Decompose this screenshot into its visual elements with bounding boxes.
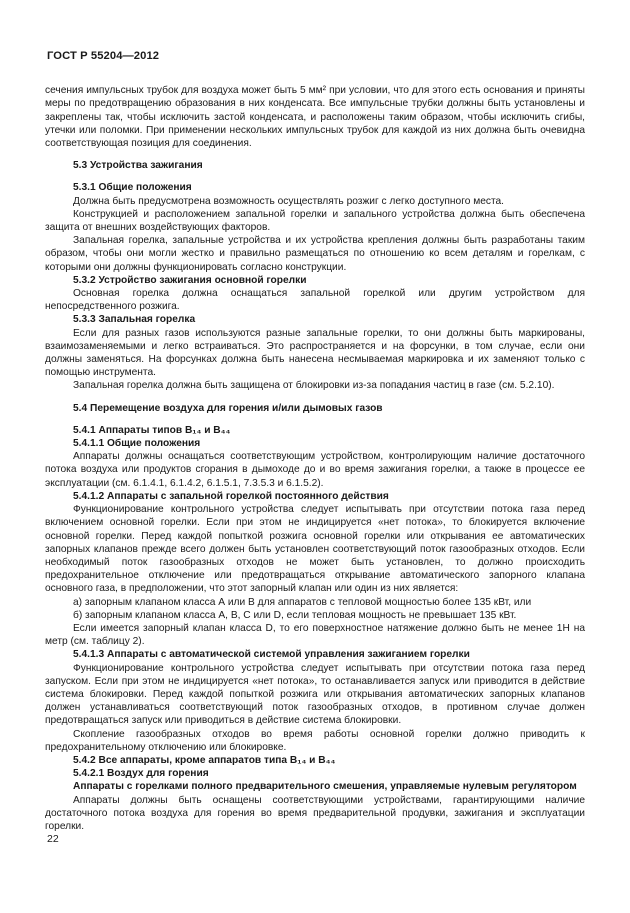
section-heading: 5.4.1.3 Аппараты с автоматической системой управления зажиганием горелки [73, 649, 470, 661]
paragraph: Аппараты должны быть оснащены соответствующими устройствами, гарантирующими наличие достаточного потока воздуха для горения во время предварительной продувки, зажигания и эксплуатации горелки. [45, 794, 585, 832]
spacer [45, 172, 585, 181]
page-number: 22 [47, 833, 59, 845]
spacer [45, 393, 585, 402]
section-heading: 5.4.2.1 Воздух для горения [73, 768, 209, 780]
section-heading: Аппараты с горелками полного предварительного смешения, управляемые нулевым регулятором [73, 781, 577, 793]
section-heading: 5.3 Устройства зажигания [73, 160, 203, 172]
document-body [45, 84, 585, 833]
paragraph: Конструкцией и расположением запальной горелки и запального устройства должна быть обеспечена защита от внешних воздействующих факторов. [45, 208, 585, 234]
section-heading: 5.4 Перемещение воздуха для горения и/или дымовых газов [73, 402, 383, 414]
section-heading: 5.3.3 Запальная горелка [73, 314, 196, 326]
spacer [45, 150, 585, 159]
paragraph: Основная горелка должна оснащаться запальной горелкой или другим устройством для непосредственного розжига. [45, 288, 585, 313]
paragraph: Функционирование контрольного устройства следует испытывать при отсутствии потока газа перед запуском. Если при этом не индицируется «нет потока», то останавливается запуск или приводится в действие система блокировки. Перед каждой попыткой розжига или открывания автоматических запорных клапанов должен устанавливаться соответствующий поток газообразных отходов, в противном случае должен предотвращаться запуск или приводиться в действие система блокировки. [45, 662, 585, 727]
section-heading: 5.4.2 Все аппараты, кроме аппаратов типа B₁₄ и B₄₄ [73, 754, 336, 766]
spacer [45, 415, 585, 424]
section-heading: 5.3.2 Устройство зажигания основной горелки [73, 274, 307, 286]
paragraph: Запальная горелка, запальные устройства и их устройства крепления должны быть разработаны таким образом, чтобы они могли жестко и правильно размещаться по отношению ко всем деталям и горелкам, с которыми они должны функционировать согласно конструкции. [45, 235, 585, 273]
paragraph: Если имеется запорный клапан класса D, то его поверхностное натяжение должно быть не менее 1Н на метр (см. таблицу 2). [45, 622, 585, 648]
paragraph: Аппараты должны оснащаться соответствующим устройством, контролирующим наличие достаточного потока воздуха или продуктов сгорания в дымоходе до и во время зажигания горелки, а также в процессе ее эксплуатации (см. 6.1.4.1, 6.1.4.2, 6.1.5.1, 7.3.5.3 и 6.1.5.2). [45, 451, 585, 489]
section-heading: 5.4.1.2 Аппараты с запальной горелкой постоянного действия [73, 490, 389, 502]
paragraph: а) запорным клапаном класса А или В для аппаратов с тепловой мощностью более 135 кВт, или [73, 596, 532, 608]
paragraph: Скопление газообразных отходов во время работы основной горелки должно приводить к предохранительному отключению или блокировке. [45, 728, 585, 753]
section-heading: 5.3.1 Общие положения [73, 182, 192, 194]
paragraph: сечения импульсных трубок для воздуха может быть 5 мм² при условии, что для этого есть основания и приняты меры по предотвращению образования в них конденсата. Все импульсные трубки должны быть установлены и закреплены так, чтобы исключить застой конденсата, и расположены таким образом, чтобы исключить сгибы, утечки или поломки. При применении нескольких импульсных трубок для каждой из них должна быть очевидна соответствующая позиция для соединения. [45, 85, 585, 150]
paragraph: Должна быть предусмотрена возможность осуществлять розжиг с легко доступного места. [73, 195, 505, 207]
paragraph: б) запорным клапаном класса А, В, С или D, если тепловая мощность не превышает 135 кВт. [73, 609, 517, 621]
paragraph: Функционирование контрольного устройства следует испытывать при отсутствии потока газа перед включением основной горелки. Если при этом не индицируется «нет потока», то блокируется включение основной горелки. Перед каждой попыткой розжига основной горелки или открывания ее автоматических запорных клапанов прежде всего должен быть установлен соответствующий поток газообразных отходов. Если необходимый поток газообразных отходов не может быть установлен, то должно происходить предохранительное отключение или предотвращаться открывание автоматического запорного клапана основного газа, в предположении, что этот запорный клапан или один из них является: [45, 504, 585, 595]
section-heading: 5.4.1 Аппараты типов B₁₄ и B₄₄ [73, 424, 231, 436]
document-header: ГОСТ Р 55204—2012 [47, 50, 160, 62]
paragraph: Запальная горелка должна быть защищена от блокировки из-за попадания частиц в газе (см. 5.2.10). [73, 380, 555, 392]
paragraph: Если для разных газов используются разные запальные горелки, то они должны быть маркированы, взаимозаменяемыми и легко встраиваться. Это распространяется и на форсунки, в том случае, если они должны заменяться. На форсунках должна быть нанесена несмываемая маркировка и их заменяют только с помощью инструмента. [45, 327, 585, 379]
section-heading: 5.4.1.1 Общие положения [73, 438, 201, 450]
